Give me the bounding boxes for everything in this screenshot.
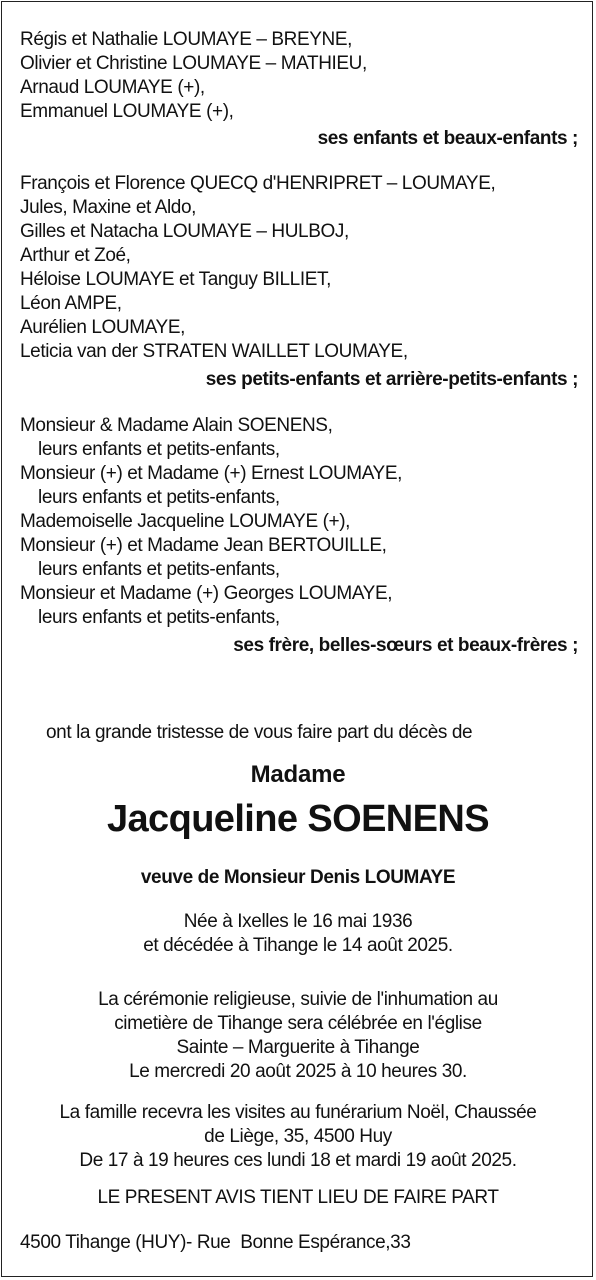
visits-line: de Liège, 35, 4500 Huy [204,1126,392,1147]
honorific: Madame [250,761,346,788]
family-line: leurs enfants et petits-enfants, [38,487,280,508]
family-line: leurs enfants et petits-enfants, [38,439,280,460]
family-line: Olivier et Christine LOUMAYE – MATHIEU, [20,53,367,74]
address-line: 4500 Tihange (HUY)- Rue Bonne Espérance,33 [20,1232,411,1253]
family-line: Monsieur & Madame Alain SOENENS, [20,415,333,436]
notice-text: LE PRESENT AVIS TIENT LIEU DE FAIRE PART [97,1187,499,1208]
family-line: Leticia van der STRATEN WAILLET LOUMAYE, [20,341,408,362]
family-line: Gilles et Natacha LOUMAYE – HULBOJ, [20,221,349,242]
ceremony-line: Sainte – Marguerite à Tihange [176,1037,420,1058]
family-line: Arthur et Zoé, [20,245,131,266]
announcement-text: ont la grande tristesse de vous faire part du décès de [46,722,473,743]
relation-caption: ses frère, belles-sœurs et beaux-frères ; [233,635,578,656]
birth-line: Née à Ixelles le 16 mai 1936 [183,911,413,932]
family-line: Arnaud LOUMAYE (+), [20,77,205,98]
ceremony-line: La cérémonie religieuse, suivie de l'inhumation au [98,989,498,1010]
relation-caption: ses enfants et beaux-enfants ; [317,128,578,149]
family-line: François et Florence QUECQ d'HENRIPRET – LOUMAYE, [20,173,496,194]
family-line: Monsieur (+) et Madame Jean BERTOUILLE, [20,535,387,556]
family-line: Emmanuel LOUMAYE (+), [20,101,234,122]
ceremony-line: cimetière de Tihange sera célébrée en l'église [114,1013,482,1034]
visits-line: La famille recevra les visites au funérarium Noël, Chaussée [59,1102,537,1123]
family-line: Monsieur et Madame (+) Georges LOUMAYE, [20,583,393,604]
family-line: Héloise LOUMAYE et Tanguy BILLIET, [20,269,331,290]
deceased-name: Jacqueline SOENENS [106,798,489,840]
family-line: leurs enfants et petits-enfants, [38,607,280,628]
visits-line: De 17 à 19 heures ces lundi 18 et mardi 19 août 2025. [79,1150,517,1171]
family-line: Mademoiselle Jacqueline LOUMAYE (+), [20,511,351,532]
widow-of: veuve de Monsieur Denis LOUMAYE [140,867,456,888]
relation-caption: ses petits-enfants et arrière-petits-enfants ; [205,369,578,390]
family-line: Aurélien LOUMAYE, [20,317,185,338]
family-line: Régis et Nathalie LOUMAYE – BREYNE, [20,29,353,50]
family-line: Jules, Maxine et Aldo, [20,197,197,218]
family-line: Monsieur (+) et Madame (+) Ernest LOUMAYE, [20,463,402,484]
death-line: et décédée à Tihange le 14 août 2025. [143,935,453,956]
family-line: leurs enfants et petits-enfants, [38,559,280,580]
family-line: Léon AMPE, [20,293,122,314]
ceremony-line: Le mercredi 20 août 2025 à 10 heures 30. [129,1061,467,1082]
